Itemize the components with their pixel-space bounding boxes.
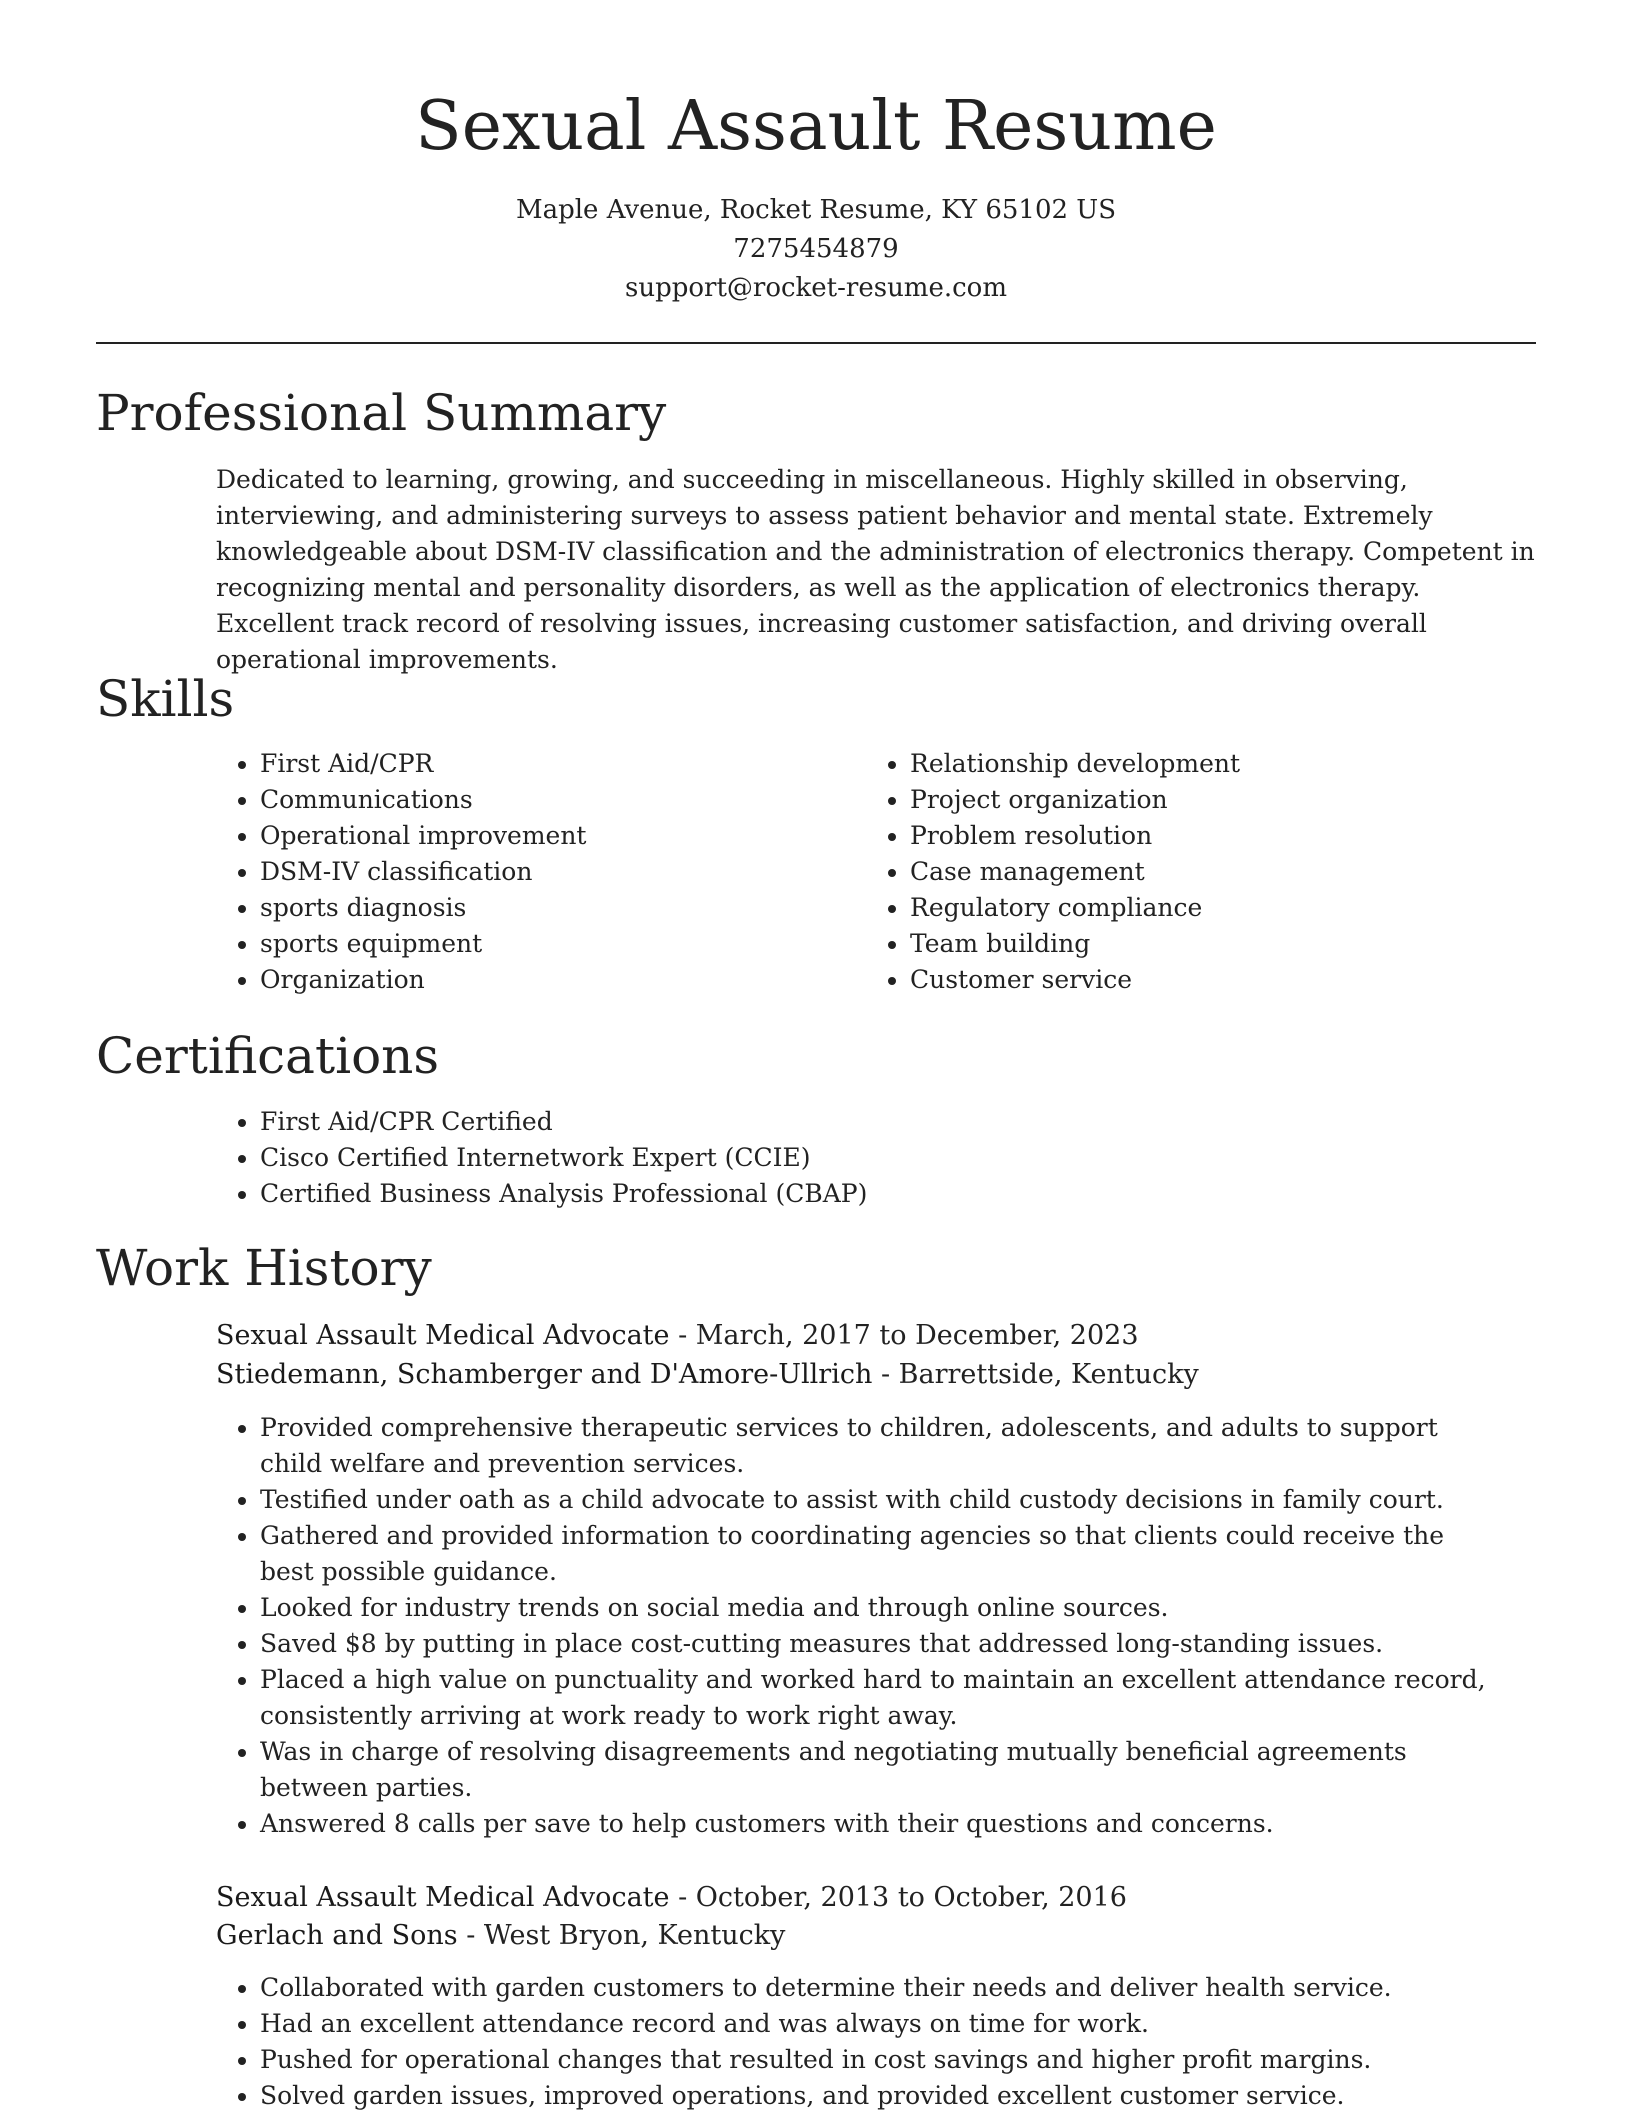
skills-heading: Skills <box>96 670 235 728</box>
skill-item: • Team building <box>910 926 1530 962</box>
job-2-role: Sexual Assault Medical Advocate <box>216 1882 670 1913</box>
job-bullet: • Testified under oath as a child advocate to assist with child custody decisions in family court. <box>260 1482 1496 1518</box>
skills-list-left <box>216 746 860 998</box>
skill-item: • Operational improvement <box>260 818 860 854</box>
job-1-role: Sexual Assault Medical Advocate <box>216 1320 670 1351</box>
work-history-heading: Work History <box>96 1239 432 1297</box>
certification-item: • Cisco Certified Internetwork Expert (CCIE) <box>260 1140 1540 1176</box>
job-1-company: Stiedemann, Schamberger and D'Amore-Ullrich <box>216 1359 873 1390</box>
summary-heading: Professional Summary <box>96 384 667 442</box>
resume-name: Sexual Assault Resume <box>415 87 1217 166</box>
skill-item: • DSM-IV classification <box>260 854 860 890</box>
skill-item: • Project organization <box>910 782 1530 818</box>
header-divider <box>96 342 1536 344</box>
skill-item: • Organization <box>260 962 860 998</box>
certifications-list <box>216 1104 1540 1212</box>
certifications-heading: Certifications <box>96 1027 440 1085</box>
skill-item: • sports diagnosis <box>260 890 860 926</box>
job-1-company-line <box>216 1355 1536 1395</box>
certification-item: • Certified Business Analysis Professional (CBAP) <box>260 1176 1540 1212</box>
job-1-location: - Barrettside, Kentucky <box>872 1359 1199 1390</box>
job-2-company-line <box>216 1916 1536 1956</box>
contact-address: Maple Avenue, Rocket Resume, KY 65102 US <box>515 195 1117 225</box>
job-2-dates: - October, 2013 to October, 2016 <box>669 1882 1127 1913</box>
job-1-title-line <box>216 1316 1536 1356</box>
skill-item: • Case management <box>910 854 1530 890</box>
job-bullet: • Solved garden issues, improved operations, and provided excellent customer service. <box>260 2078 1580 2114</box>
skill-item: • Regulatory compliance <box>910 890 1530 926</box>
job-bullet: • Pushed for operational changes that resulted in cost savings and higher profit margins. <box>260 2042 1580 2078</box>
job-2-title-line <box>216 1878 1536 1918</box>
job-bullet: • Was in charge of resolving disagreements and negotiating mutually beneficial agreements between parties. <box>260 1734 1496 1806</box>
job-bullet: • Gathered and provided information to coordinating agencies so that clients could receive the best possible guidance. <box>260 1518 1496 1590</box>
job-bullet: • Looked for industry trends on social media and through online sources. <box>260 1590 1496 1626</box>
skill-item: • Communications <box>260 782 860 818</box>
skill-item: • Problem resolution <box>910 818 1530 854</box>
job-bullet: • Placed a high value on punctuality and worked hard to maintain an excellent attendance record, consistently arriving at work ready to work right away. <box>260 1662 1496 1734</box>
job-bullet: • Collaborated with garden customers to determine their needs and deliver health service. <box>260 1970 1580 2006</box>
job-bullet: • Provided comprehensive therapeutic services to children, adolescents, and adults to support child welfare and prevention services. <box>260 1410 1496 1482</box>
job-2-bullets <box>216 1970 1580 2114</box>
skill-item: • Relationship development <box>910 746 1530 782</box>
skill-item: • First Aid/CPR <box>260 746 860 782</box>
skill-item: • sports equipment <box>260 926 860 962</box>
skill-item: • Customer service <box>910 962 1530 998</box>
job-bullet: • Answered 8 calls per save to help customers with their questions and concerns. <box>260 1806 1496 1842</box>
job-bullet: • Saved $8 by putting in place cost-cutting measures that addressed long-standing issues. <box>260 1626 1496 1662</box>
contact-email: support@rocket-resume.com <box>624 273 1007 303</box>
contact-phone: 7275454879 <box>733 234 899 264</box>
job-2-location: - West Bryon, Kentucky <box>457 1920 786 1951</box>
skills-list-right <box>866 746 1530 998</box>
job-1-dates: - March, 2017 to December, 2023 <box>669 1320 1139 1351</box>
certification-item: • First Aid/CPR Certified <box>260 1104 1540 1140</box>
summary-text: Dedicated to learning, growing, and succeeding in miscellaneous. Highly skilled in observing, interviewing, and administering surveys to assess patient behavior and mental state. Extremely knowledgeable about DSM-IV classification and the administration of electronics therapy. Competent in recognizing mental and personality disorders, as well as the application of electronics therapy. Excellent track record of resolving issues, increasing customer satisfaction, and driving overall operational improvements. <box>216 465 1535 674</box>
job-1-bullets <box>216 1410 1536 1842</box>
job-2-company: Gerlach and Sons <box>216 1920 458 1951</box>
job-bullet: • Had an excellent attendance record and was always on time for work. <box>260 2006 1580 2042</box>
